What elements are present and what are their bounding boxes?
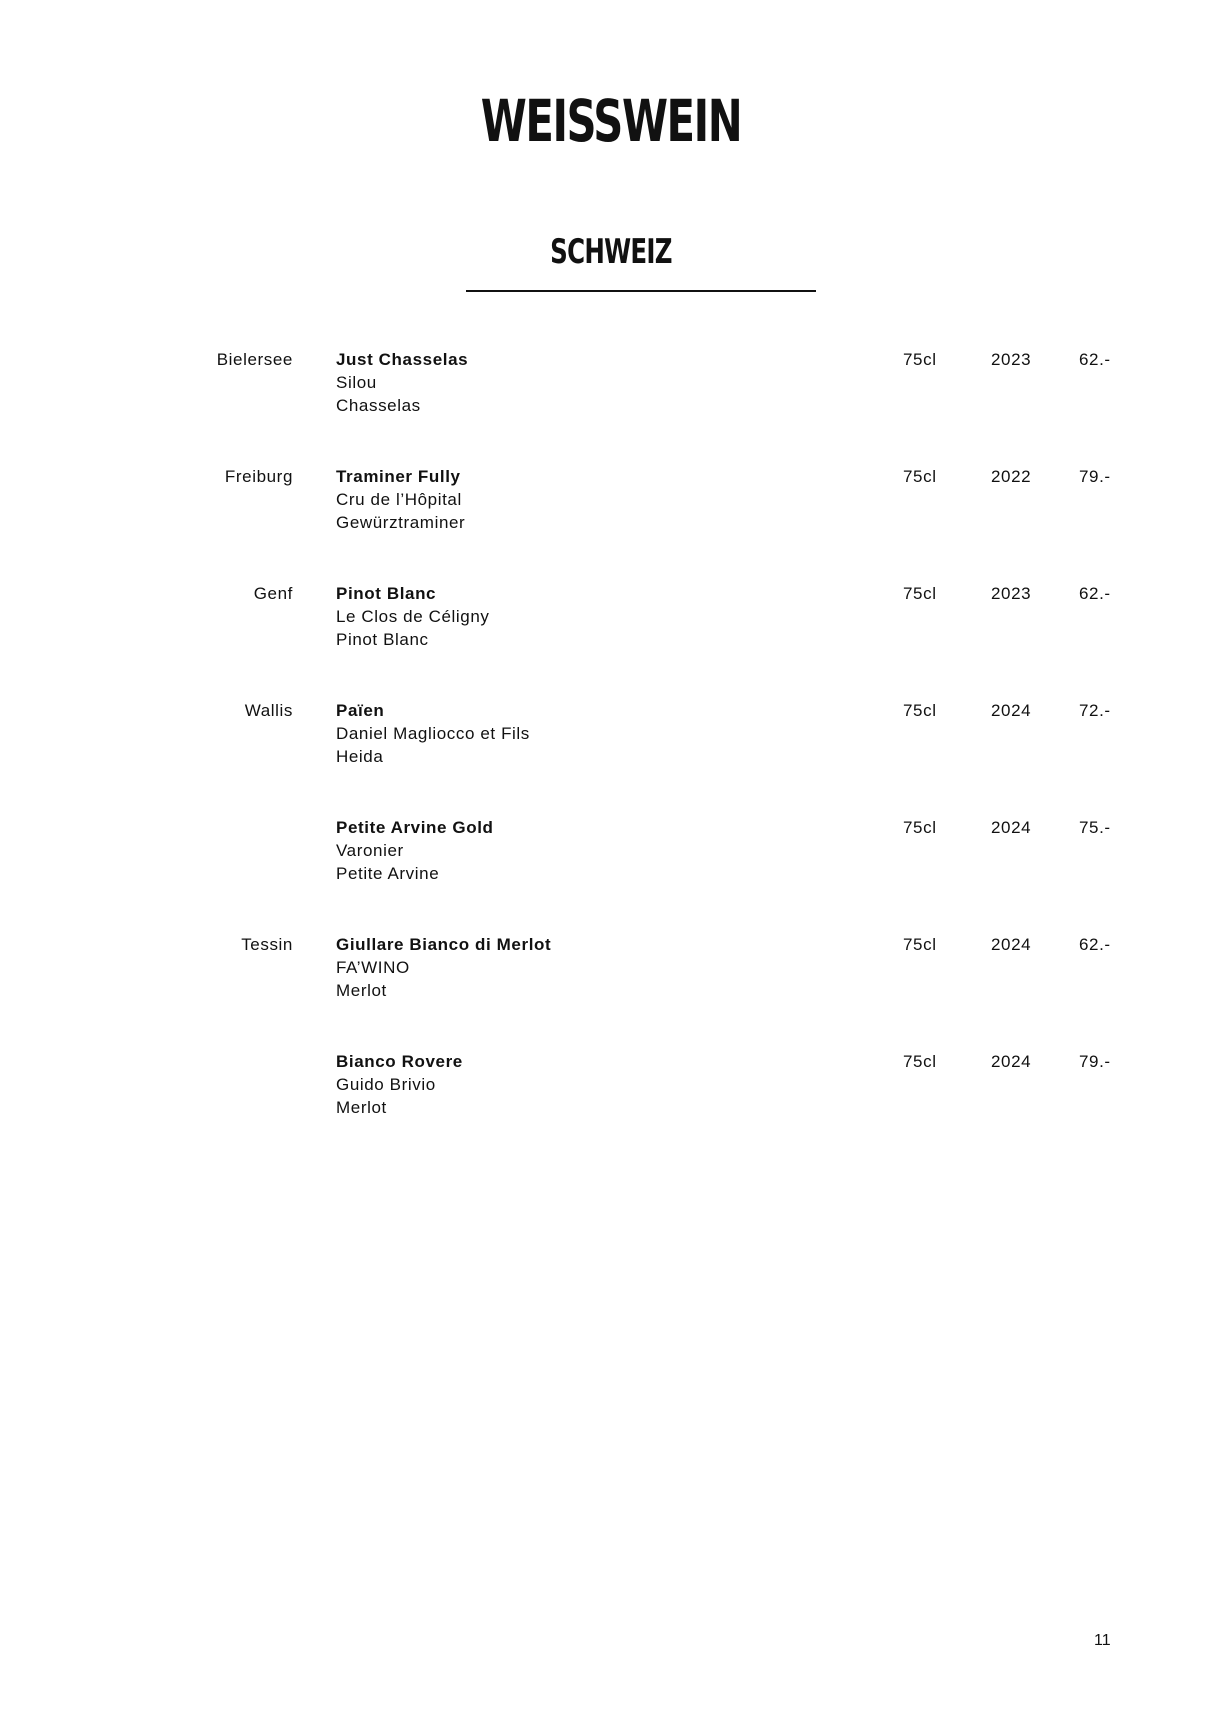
wine-producer: Daniel Magliocco et Fils [336,724,530,743]
wine-name: Just Chasselas [336,350,469,369]
wine-volume: 75cl [903,350,937,369]
wine-producer: Silou [336,373,377,392]
wine-grape: Heida [336,747,384,766]
wine-producer: Varonier [336,841,404,860]
wine-vintage: 2022 [991,467,1032,486]
wine-volume: 75cl [903,701,937,720]
wine-name: Giullare Bianco di Merlot [336,935,552,954]
wine-name: Bianco Rovere [336,1052,463,1071]
section-title: SCHWEIZ [550,232,672,272]
wine-row [0,699,1222,816]
wine-list [0,348,1222,1167]
wine-info [336,816,494,885]
wine-volume: 75cl [903,467,937,486]
wine-producer: FA’WINO [336,958,410,977]
wine-price: 79.- [1079,1052,1111,1071]
wine-row [0,816,1222,933]
wine-producer: Le Clos de Céligny [336,607,490,626]
wine-volume: 75cl [903,584,937,603]
wine-row [0,465,1222,582]
wine-grape: Petite Arvine [336,864,440,883]
wine-price: 62.- [1079,935,1111,954]
wine-info [336,465,465,534]
wine-name: Petite Arvine Gold [336,818,494,837]
wine-row [0,348,1222,465]
wine-row [0,582,1222,699]
wine-region: Bielersee [216,350,293,369]
wine-info [336,582,490,651]
wine-row [0,1050,1222,1167]
wine-region: Freiburg [224,467,293,486]
wine-name: Pinot Blanc [336,584,437,603]
page-title: WEISSWEIN [480,87,742,155]
wine-info [336,699,530,768]
wine-vintage: 2024 [991,1052,1032,1071]
wine-vintage: 2024 [991,818,1032,837]
wine-price: 72.- [1079,701,1111,720]
wine-grape: Merlot [336,1098,387,1117]
wine-price: 79.- [1079,467,1111,486]
wine-region: Wallis [244,701,293,720]
wine-row [0,933,1222,1050]
wine-vintage: 2023 [991,584,1032,603]
wine-producer: Guido Brivio [336,1075,436,1094]
wine-name: Traminer Fully [336,467,461,486]
wine-vintage: 2024 [991,701,1032,720]
wine-region: Genf [253,584,293,603]
wine-info [336,933,551,1002]
wine-price: 75.- [1079,818,1111,837]
wine-grape: Chasselas [336,396,421,415]
wine-grape: Merlot [336,981,387,1000]
wine-name: Païen [336,701,385,720]
wine-grape: Gewürztraminer [336,513,466,532]
wine-info [336,1050,463,1119]
wine-info [336,348,468,417]
wine-producer: Cru de l’Hôpital [336,490,462,509]
wine-price: 62.- [1079,584,1111,603]
wine-region: Tessin [241,935,293,954]
page-number: 11 [1094,1632,1111,1649]
wine-vintage: 2024 [991,935,1032,954]
wine-grape: Pinot Blanc [336,630,429,649]
wine-volume: 75cl [903,935,937,954]
wine-volume: 75cl [903,1052,937,1071]
wine-vintage: 2023 [991,350,1032,369]
section-divider [466,290,816,292]
wine-price: 62.- [1079,350,1111,369]
wine-volume: 75cl [903,818,937,837]
